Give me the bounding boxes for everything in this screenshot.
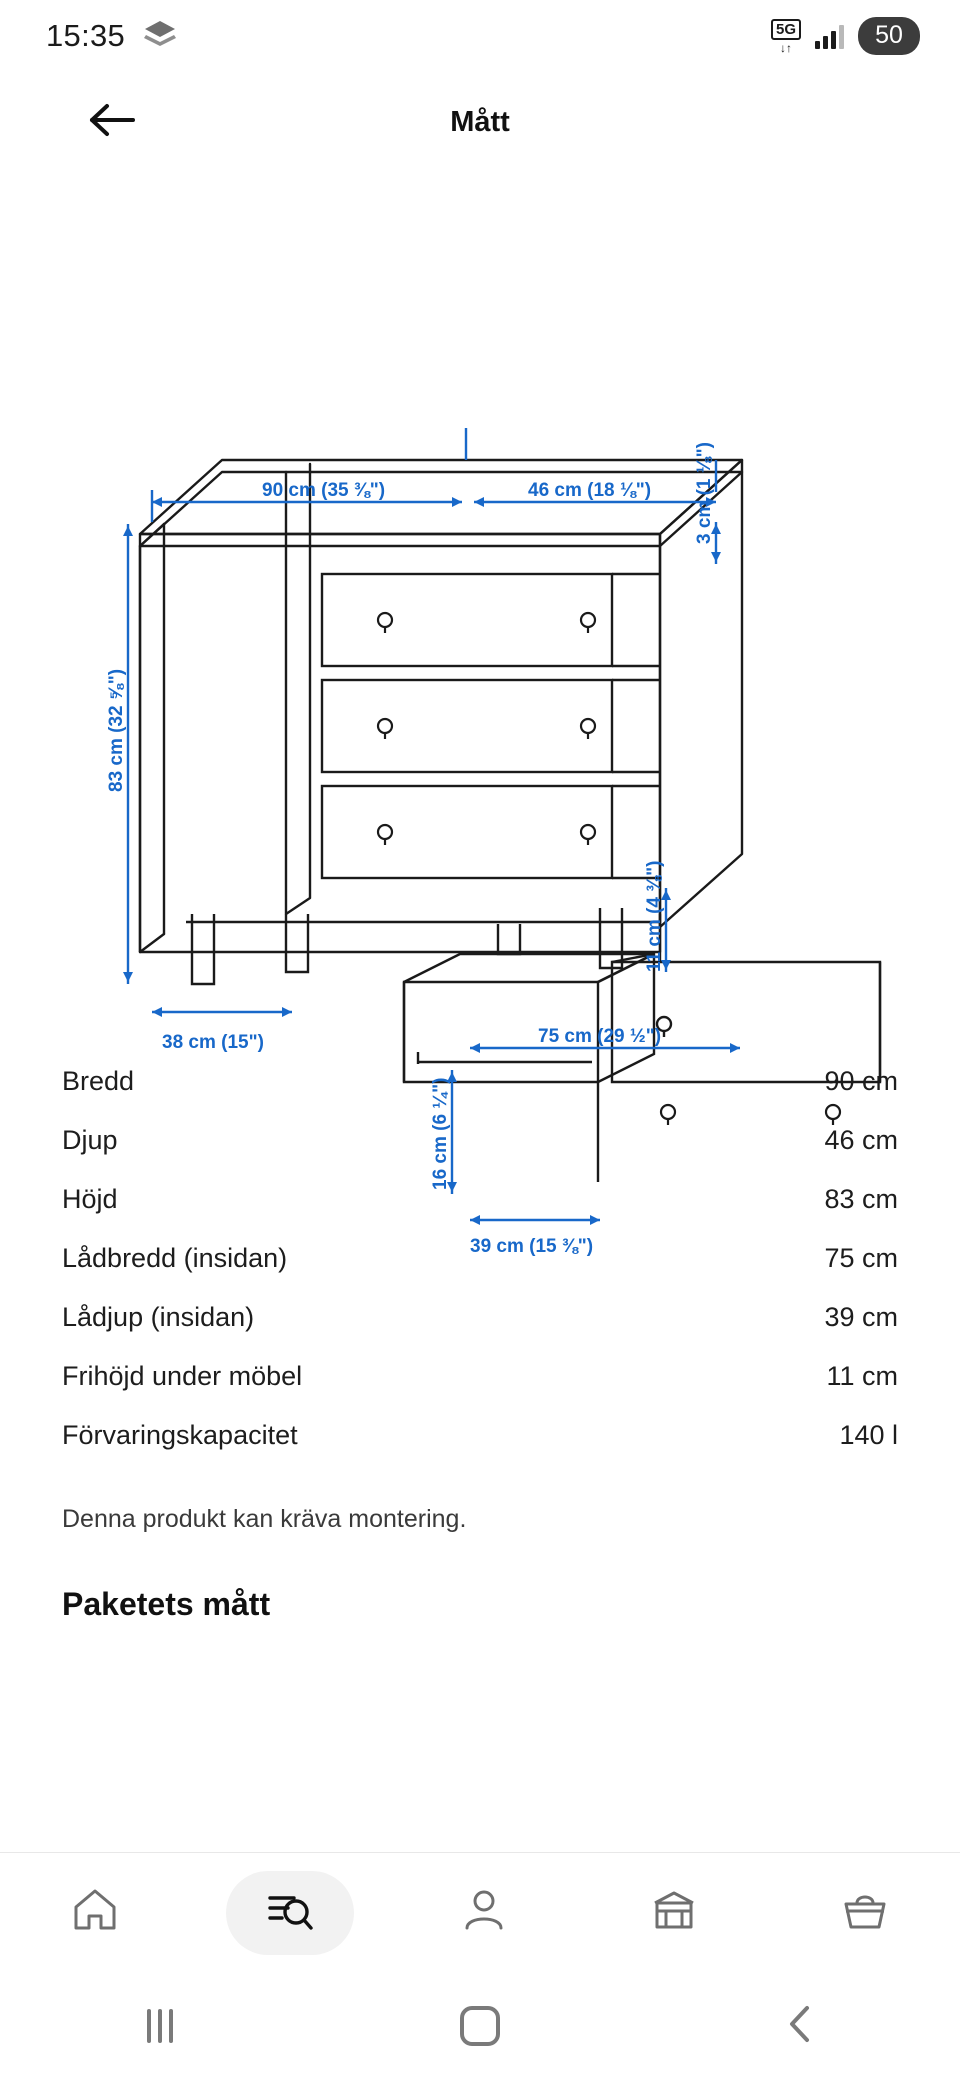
specifications-list xyxy=(62,1052,898,1465)
home-square-icon xyxy=(460,2006,500,2046)
spec-value: 75 cm xyxy=(824,1243,898,1273)
nav-search[interactable] xyxy=(226,1871,354,1955)
spec-label: Höjd xyxy=(62,1184,118,1214)
spec-value: 39 cm xyxy=(824,1302,898,1332)
bottom-navigation xyxy=(0,1852,960,1972)
status-time: 15:35 xyxy=(46,18,126,53)
spec-label: Frihöjd under möbel xyxy=(62,1361,303,1391)
dim-drawer-width: 75 cm (29 ½") xyxy=(538,1026,662,1047)
dim-drawer-height: 16 cm (6 ¼") xyxy=(430,1077,451,1190)
network-label: 5G xyxy=(771,19,801,40)
back-button[interactable] xyxy=(82,92,142,152)
system-home[interactable] xyxy=(425,1991,535,2061)
spec-value: 11 cm xyxy=(826,1361,898,1391)
signal-bars-icon xyxy=(815,23,844,49)
spec-value: 83 cm xyxy=(824,1184,898,1214)
nav-home[interactable] xyxy=(35,1871,155,1955)
nav-cart[interactable] xyxy=(805,1871,925,1955)
layers-icon xyxy=(143,19,177,54)
person-icon xyxy=(459,1885,509,1940)
dim-foot-depth: 38 cm (15") xyxy=(162,1032,264,1053)
basket-icon xyxy=(840,1885,890,1940)
store-icon xyxy=(649,1885,699,1940)
section-heading-package-dimensions: Paketets mått xyxy=(62,1586,271,1622)
table-row xyxy=(62,1406,898,1465)
nav-stores[interactable] xyxy=(614,1871,734,1955)
system-back[interactable] xyxy=(745,1991,855,2061)
nav-profile[interactable] xyxy=(424,1871,544,1955)
spec-label: Lådbredd (insidan) xyxy=(62,1243,288,1273)
data-arrows-icon: ↓↑ xyxy=(779,40,792,55)
spec-value: 140 l xyxy=(839,1420,898,1450)
dim-top-thickness: 3 cm (1 ⅛") xyxy=(694,442,715,544)
system-recents[interactable] xyxy=(105,1991,215,2061)
battery-indicator: 50 xyxy=(858,17,920,55)
recents-icon xyxy=(147,2009,173,2043)
app-header xyxy=(0,72,960,172)
status-bar-right xyxy=(771,17,920,55)
assembly-note: Denna produkt kan kräva montering. xyxy=(62,1505,467,1533)
spec-value: 46 cm xyxy=(824,1125,898,1155)
home-icon xyxy=(70,1885,120,1940)
table-row xyxy=(62,1347,898,1406)
dim-clearance: 11 cm (4 ⅜") xyxy=(644,860,665,972)
arrow-left-icon xyxy=(89,103,135,142)
search-menu-icon xyxy=(264,1885,316,1940)
spec-label: Förvaringskapacitet xyxy=(62,1420,298,1450)
table-row xyxy=(62,1111,898,1170)
status-bar-left xyxy=(46,18,177,54)
android-system-bar xyxy=(0,1972,960,2080)
dim-depth-top: 46 cm (18 ⅛") xyxy=(528,480,652,501)
dim-height-left: 83 cm (32 ⅝") xyxy=(106,668,127,792)
spec-label: Bredd xyxy=(62,1066,135,1096)
chevron-left-icon xyxy=(783,2002,817,2051)
spec-value: 90 cm xyxy=(824,1066,898,1096)
spec-label: Lådjup (insidan) xyxy=(62,1302,255,1332)
dim-drawer-depth: 39 cm (15 ⅜") xyxy=(470,1236,594,1257)
spec-label: Djup xyxy=(62,1125,118,1155)
status-bar xyxy=(0,0,960,72)
dim-width-top: 90 cm (35 ⅜") xyxy=(262,480,386,501)
table-row xyxy=(62,1288,898,1347)
network-5g-icon xyxy=(771,19,801,54)
page-title: Mått xyxy=(450,105,510,138)
